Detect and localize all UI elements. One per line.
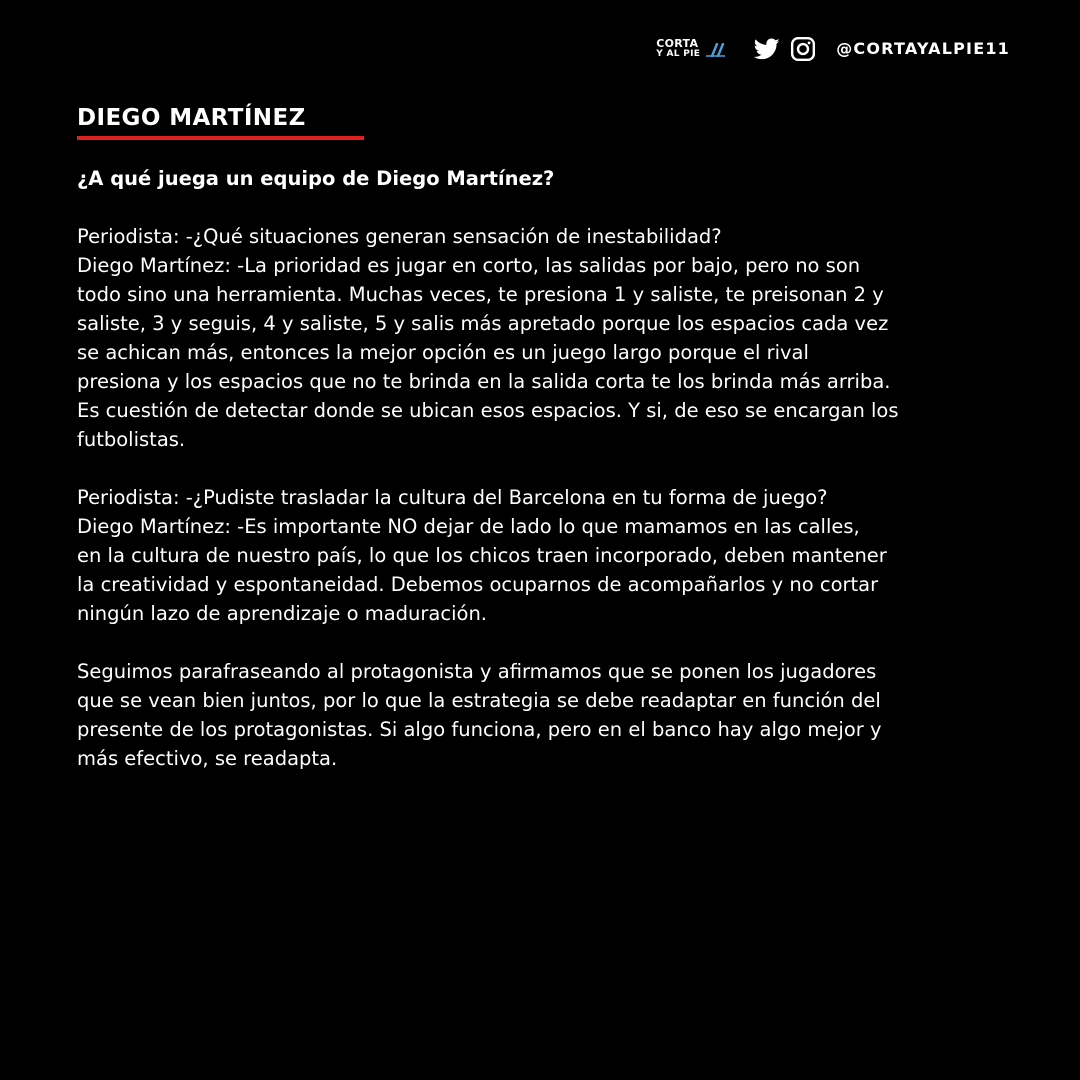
interview-line: se achican más, entonces la mejor opción es un juego largo porque el rival — [77, 341, 809, 364]
summary-line: que se vean bien juntos, por lo que la estrategia se debe readaptar en función del — [77, 689, 881, 712]
summary-line: presente de los protagonistas. Si algo funciona, pero en el banco hay algo mejor y — [77, 718, 882, 741]
page-title: DIEGO MARTÍNEZ — [77, 105, 306, 131]
title-underline — [77, 136, 364, 140]
lead-question: ¿A qué juega un equipo de Diego Martínez? — [77, 167, 555, 190]
interview-line: Es cuestión de detectar donde se ubican esos espacios. Y si, de eso se encargan los — [77, 399, 899, 422]
twitter-icon[interactable] — [754, 36, 780, 62]
brand-logo — [654, 34, 728, 64]
paragraph-spacer — [77, 628, 1017, 657]
interview-line: la creatividad y espontaneidad. Debemos ocuparnos de acompañarlos y no cortar — [77, 573, 879, 596]
article-body — [77, 164, 1017, 773]
social-handle[interactable]: @CORTAYALPIE11 — [836, 39, 1010, 58]
header-bar — [654, 34, 1010, 64]
interview-line: Periodista: -¿Pudiste trasladar la cultura del Barcelona en tu forma de juego? — [77, 486, 828, 509]
interview-line: Diego Martínez: -La prioridad es jugar en corto, las salidas por bajo, pero no son — [77, 254, 861, 277]
interview-line: Periodista: -¿Qué situaciones generan sensación de inestabilidad? — [77, 225, 722, 248]
interview-line: en la cultura de nuestro país, lo que los chicos traen incorporado, deben mantener — [77, 544, 887, 567]
paragraph-spacer — [77, 454, 1017, 483]
summary-line: más efectivo, se readapta. — [77, 747, 338, 770]
interview-line: presiona y los espacios que no te brinda en la salida corta te los brinda más arriba. — [77, 370, 891, 393]
interview-line: ningún lazo de aprendizaje o maduración. — [77, 602, 488, 625]
instagram-icon[interactable] — [790, 36, 816, 62]
interview-line: futbolistas. — [77, 428, 186, 451]
logo-line-2: Y AL PIE — [656, 49, 701, 59]
interview-line: todo sino una herramienta. Muchas veces, te presiona 1 y saliste, te preisonan 2 y — [77, 283, 884, 306]
paragraph-spacer — [77, 193, 1017, 222]
interview-line: saliste, 3 y seguis, 4 y saliste, 5 y salis más apretado porque los espacios cada vez — [77, 312, 889, 335]
title-block — [77, 104, 364, 140]
interview-line: Diego Martínez: -Es importante NO dejar de lado lo que mamamos en las calles, — [77, 515, 860, 538]
slash-mark-icon — [706, 43, 726, 57]
logo-line-1: CORTA — [656, 37, 699, 50]
summary-line: Seguimos parafraseando al protagonista y afirmamos que se ponen los jugadores — [77, 660, 877, 683]
